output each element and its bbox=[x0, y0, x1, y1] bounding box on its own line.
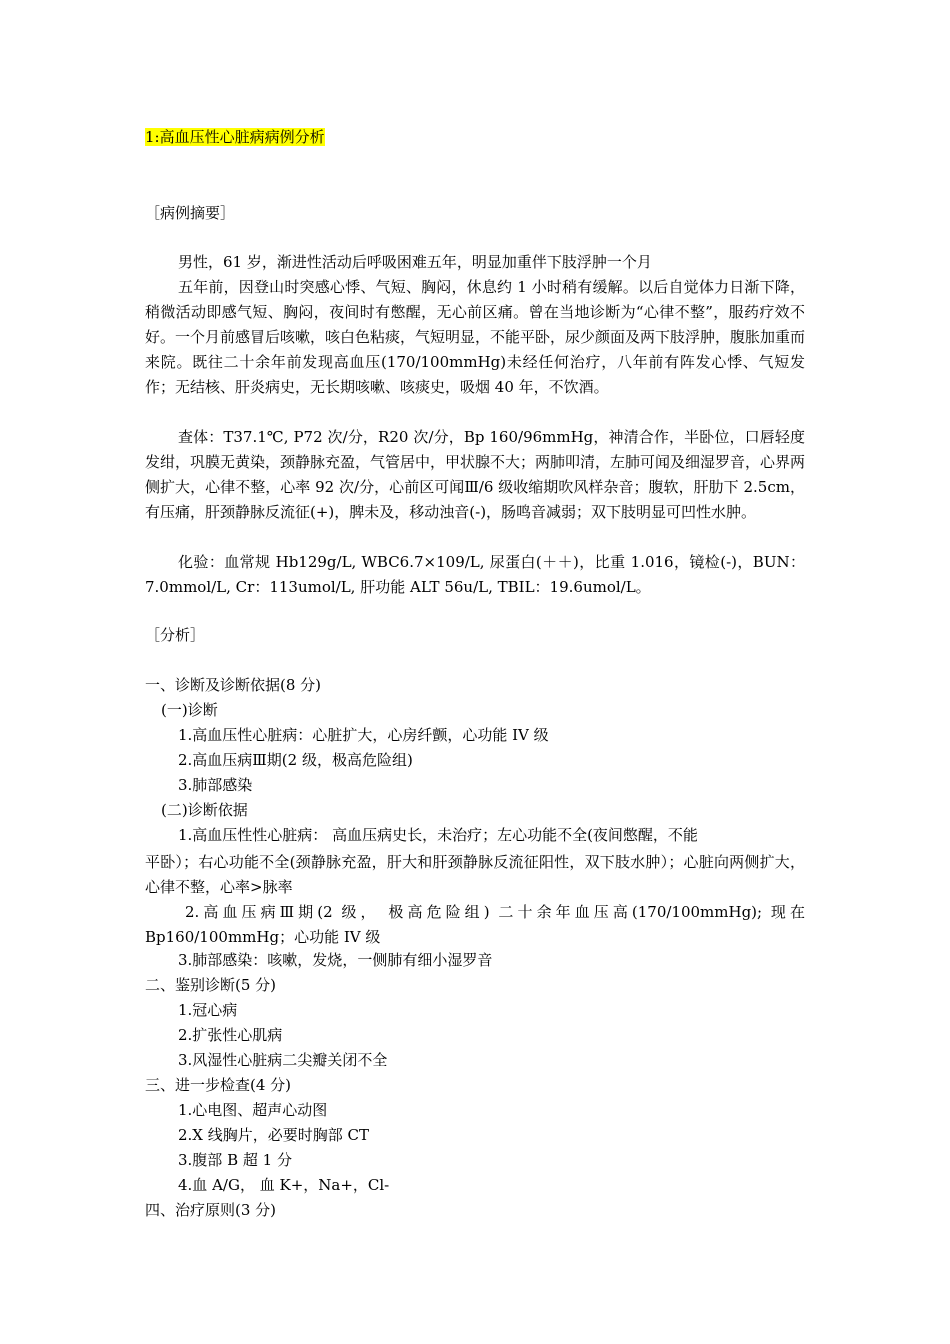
section-3-heading: 三、进一步检查(4 分) bbox=[145, 1076, 292, 1094]
exam-item: 4.血 A/G， 血 K+，Na+，Cl- bbox=[178, 1176, 390, 1194]
exam-paragraph: 查体：T37.1℃, P72 次/分，R20 次/分，Bp 160/96mmHg，神清合作，半卧位，口唇轻度发绀，巩膜无黄染，颈静脉充盈，气管居中，甲状腺不大；两肺叩清，左肺可闻及细湿罗音，心界两侧扩大，心律不整，心率 92 次/分，心前区可闻Ⅲ/6 级收缩期吹风样杂音；腹软，肝肋下 2.5cm，有压痛，肝颈静脉反流征(+)，脾未及，移动浊音(-)，肠鸣音减弱；双下肢明显可凹性水肿。 bbox=[145, 428, 806, 521]
section-1a-heading: (一)诊断 bbox=[161, 701, 218, 719]
history-paragraph: 五年前，因登山时突感心悸、气短、胸闷，休息约 1 小时稍有缓解。以后自觉体力日渐下降，稍微活动即感气短、胸闷，夜间时有憋醒，无心前区痛。曾在当地诊断为“心律不整”，服药疗效不好。一个月前感冒后咳嗽，咳白色粘痰，气短明显，不能平卧，尿少颜面及两下肢浮肿，腹胀加重而来院。既往二十余年前发现高血压(170/100mmHg)未经任何治疗，八年前有阵发心悸、气短发作；无结核、肝炎病史，无长期咳嗽、咳痰史，吸烟 40 年，不饮酒。 bbox=[145, 278, 806, 396]
basis-item-1-line1: 1.高血压性性心脏病： 高血压病史长，未治疗；左心功能不全(夜间憋醒，不能 bbox=[178, 826, 698, 844]
exam-item: 3.腹部 B 超 1 分 bbox=[178, 1151, 292, 1169]
section-4-heading: 四、治疗原则(3 分) bbox=[145, 1201, 277, 1219]
basis-item-2: 2.高血压病Ⅲ期(2 级， 极高危险组) 二十余年血压高(170/100mmHg); 现在 Bp160/100mmHg；心功能 IV 级 bbox=[145, 903, 805, 946]
summary-heading: ［病例摘要］ bbox=[145, 204, 236, 222]
diagnosis-item: 1.高血压性心脏病：心脏扩大，心房纤颤，心功能 IV 级 bbox=[178, 726, 549, 744]
document-title: 1:高血压性心脏病病例分析 bbox=[145, 128, 325, 146]
differential-item: 2.扩张性心肌病 bbox=[178, 1026, 283, 1044]
diagnosis-item: 3.肺部感染 bbox=[178, 776, 253, 794]
exam-item: 1.心电图、超声心动图 bbox=[178, 1101, 328, 1119]
section-1b-heading: (二)诊断依据 bbox=[161, 801, 248, 819]
basis-item-3: 3.肺部感染：咳嗽，发烧，一侧肺有细小湿罗音 bbox=[178, 951, 493, 969]
lab-paragraph: 化验：血常规 Hb129g/L, WBC6.7×109/L, 尿蛋白(＋＋)，比重 1.016，镜检(-)，BUN：7.0mmol/L, Cr：113umol/L, 肝功能 ALT 56u/L, TBIL：19.6umol/L。 bbox=[145, 553, 805, 596]
section-1-heading: 一、诊断及诊断依据(8 分) bbox=[145, 676, 322, 694]
chief-complaint: 男性，61 岁，渐进性活动后呼吸困难五年，明显加重伴下肢浮肿一个月 bbox=[178, 253, 652, 271]
exam-item: 2.X 线胸片，必要时胸部 CT bbox=[178, 1126, 370, 1144]
diagnosis-item: 2.高血压病Ⅲ期(2 级，极高危险组) bbox=[178, 751, 413, 769]
basis-item-1-rest: 平卧）；右心功能不全(颈静脉充盈，肝大和肝颈静脉反流征阳性，双下肢水肿）；心脏向两侧扩大，心律不整，心率>脉率 bbox=[145, 853, 805, 896]
section-2-heading: 二、鉴别诊断(5 分) bbox=[145, 976, 277, 994]
differential-item: 1.冠心病 bbox=[178, 1001, 238, 1019]
analysis-heading: ［分析］ bbox=[145, 626, 206, 644]
differential-item: 3.风湿性心脏病二尖瓣关闭不全 bbox=[178, 1051, 388, 1069]
